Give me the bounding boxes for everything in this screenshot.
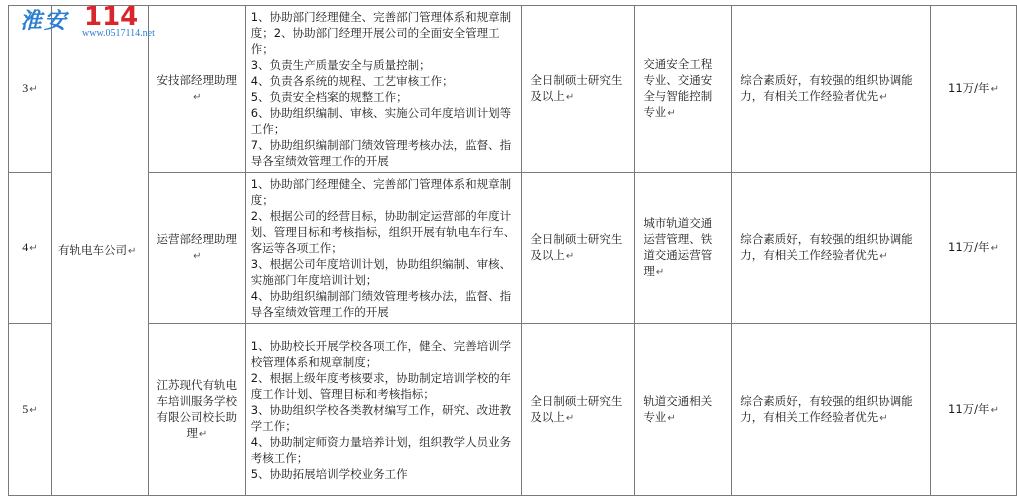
job-table xyxy=(8,5,1017,496)
row-number: 5↵ xyxy=(9,324,52,496)
duty-item: 3、负责生产质量安全与质量控制； xyxy=(250,58,431,72)
duty-item: 1、协助部门经理健全、完善部门管理体系和规章制度； xyxy=(250,177,512,207)
requirement-cell: 综合素质好，有较强的组织协调能力，有相关工作经验者优先↵ xyxy=(732,173,931,324)
duty-item: 6、协助组织编制、审核、实施公司年度培训计划等工作； xyxy=(250,106,512,136)
duty-item: 2、根据公司的经营目标，协助制定运营部的年度计划、管理目标和考核指标，组织开展有轨电车行车、客运等各项工作； xyxy=(250,209,516,255)
duty-item: 1、协助校长开展学校各项工作，健全、完善培训学校管理体系和规章制度； xyxy=(250,338,512,369)
education-cell: 全日制硕士研究生及以上↵ xyxy=(522,6,635,173)
logo-name: 淮安 xyxy=(20,8,69,34)
duty-item: 7、协助组织编制部门绩效管理考核办法，监督、指导各室绩效管理工作的开展 xyxy=(250,138,512,168)
duty-item: 4、协助制定师资力量培养计划，组织教学人员业务考核工作； xyxy=(250,434,512,465)
duties-cell xyxy=(245,173,522,324)
logo-number: 114 xyxy=(84,2,139,32)
duty-item: 2、根据上级年度考核要求，协助制定培训学校的年度工作计划、管理目标和考核指标； xyxy=(250,370,512,401)
row-number: 4↵ xyxy=(9,173,52,324)
table-row xyxy=(9,324,1017,496)
position-cell: 江苏现代有轨电车培训服务学校有限公司校长助理↵ xyxy=(148,324,245,496)
requirement-cell: 综合素质好，有较强的组织协调能力，有相关工作经验者优先↵ xyxy=(732,324,931,496)
salary-cell: 11万/年↵ xyxy=(931,173,1017,324)
row-number: 3↵ xyxy=(9,6,52,173)
major-cell: 交通安全工程专业、交通安全与智能控制专业↵ xyxy=(635,6,732,173)
requirement-cell: 综合素质好，有较强的组织协调能力，有相关工作经验者优先↵ xyxy=(732,6,931,173)
logo-url: www.0517114.net xyxy=(82,28,155,39)
education-cell: 全日制硕士研究生及以上↵ xyxy=(522,324,635,496)
duties-cell xyxy=(245,324,522,496)
company-cell: 有轨电车公司↵ xyxy=(51,6,148,496)
major-cell: 城市轨道交通运营管理、铁道交通运营管理↵ xyxy=(635,173,732,324)
salary-cell: 11万/年↵ xyxy=(931,324,1017,496)
duty-item: 5、协助拓展培训学校业务工作 xyxy=(250,466,408,481)
salary-cell: 11万/年↵ xyxy=(931,6,1017,173)
position-cell: 安技部经理助理↵ xyxy=(148,6,245,173)
education-cell: 全日制硕士研究生及以上↵ xyxy=(522,173,635,324)
duty-item: 3、协助组织学校各类教材编写工作，研究、改进教学工作； xyxy=(250,402,512,433)
duty-item: 3、根据公司年度培训计划，协助组织编制、审核、实施部门年度培训计划； xyxy=(250,257,512,287)
duty-item: 4、负责各系统的规程、工艺审核工作； xyxy=(250,74,454,88)
duty-item: 1、协助部门经理健全、完善部门管理体系和规章制度；2、协助部门经理开展公司的全面安全管理工作； xyxy=(250,10,512,56)
site-watermark-logo xyxy=(20,4,180,46)
major-cell: 轨道交通相关专业↵ xyxy=(635,324,732,496)
duty-item: 5、负责安全档案的规整工作； xyxy=(250,90,408,104)
duties-cell xyxy=(245,6,522,173)
table-row xyxy=(9,173,1017,324)
duty-item: 4、协助组织编制部门绩效管理考核办法，监督、指导各室绩效管理工作的开展 xyxy=(250,289,512,319)
position-cell: 运营部经理助理↵ xyxy=(148,173,245,324)
